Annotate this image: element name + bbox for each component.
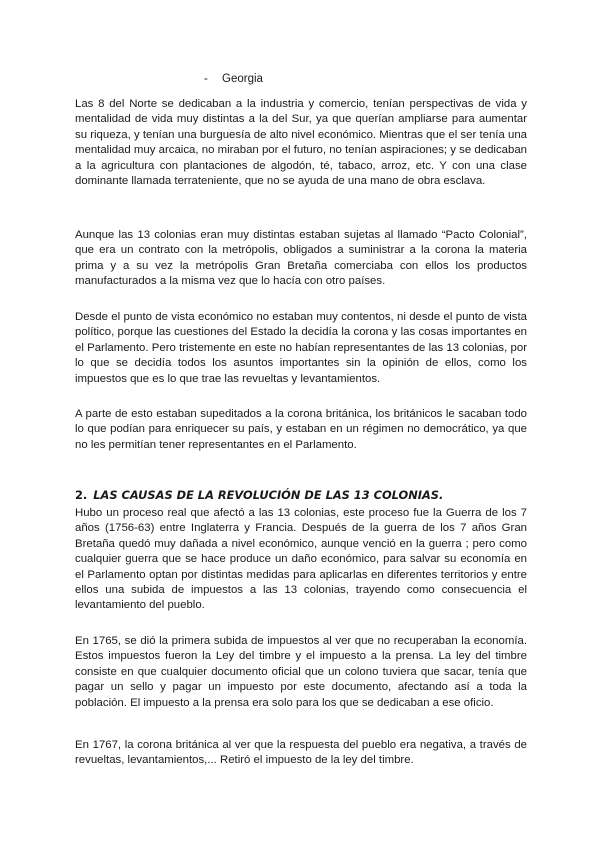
bullet-marker: - [204,73,208,85]
paragraph-economic-political: Desde el punto de vista económico no estaban muy contentos, ni desde el punto de vista político, porque las cuestiones del Estado la decidía la corona y las cosas importantes en el Parlamento. Pero tristemente en este no habían representantes de las 13 colonias, por lo que se decidía todos los asuntos importantes sin la opinión de ellos, como los impuestos que es lo que trae las revueltas y levantamientos. [75,311,527,385]
paragraph-north-south: Las 8 del Norte se dedicaban a la industria y comercio, tenían perspectivas de vida y mentalidad de vida muy distintas a la del Sur, ya que querían ampliarse para aumentar su riqueza, y tenían una burguesía de alto nivel económico. Mientras que el ser tenía una mentalidad muy arcaica, no miraban por el futuro, no tenían aspiraciones; y se dedicaban a la agricultura con plantaciones de algodón, té, tabaco, arroz, etc. Y con una clase dominante llamada terrateniente, que no se ayuda de una mano de obra esclava. [75,98,527,188]
paragraph-1765-taxes: En 1765, se dió la primera subida de impuestos al ver que no recuperaban la economía. Estos impuestos fueron la Ley del timbre y el impuesto a la prensa. La ley del timbre consiste en que cualquier documento oficial que un colono tuviera que sacar, tenía que pagar un sello y pagar un impuesto por este documento, afectando así a toda la población. El impuesto a la prensa era solo para los que se dedicaban a ese oficio. [75,635,527,709]
paragraph-british-crown: A parte de esto estaban supeditados a la corona británica, los británicos le sacaban todo lo que podían para enriquecer su país, y estaban en un régimen no democrático, ya que no les permitían tener representantes en el Parlamento. [75,408,527,451]
section-title: LAS CAUSAS DE LA REVOLUCIÓN DE LAS 13 COLONIAS. [93,488,444,502]
paragraph-1767-repeal: En 1767, la corona británica al ver que la respuesta del pueblo era negativa, a través de revueltas, levantamientos,... Retiró el impuesto de la ley del timbre. [75,739,527,767]
bullet-item-georgia [204,72,263,87]
bullet-text: Georgia [222,73,263,85]
section-number: 2. [75,488,88,502]
section-heading [75,488,527,503]
paragraph-pacto-colonial: Aunque las 13 colonias eran muy distintas estaban sujetas al llamado “Pacto Colonial”, que era un contrato con la metrópolis, obligados a suministrar a la corona la materia prima y a su vez la metrópolis Gran Bretaña comerciaba con ellos los productos manufacturados a la misma vez que lo hacía con otro países. [75,229,527,288]
paragraph-seven-years-war: Hubo un proceso real que afectó a las 13 colonias, este proceso fue la Guerra de los 7 años (1756-63) entre Inglaterra y Francia. Después de la guerra de los 7 años Gran Bretaña quedó muy dañada a nivel económico, aunque venció en la guerra ; pero como cualquier guerra que se hace produce un daño económico, para salvar su economía en el Parlamento optan por distintas medidas para aplicarlas en diferentes territorios y entre ellos una subida de impuestos a las 13 colonias, trayendo como consecuencia el levantamiento del pueblo. [75,507,527,612]
